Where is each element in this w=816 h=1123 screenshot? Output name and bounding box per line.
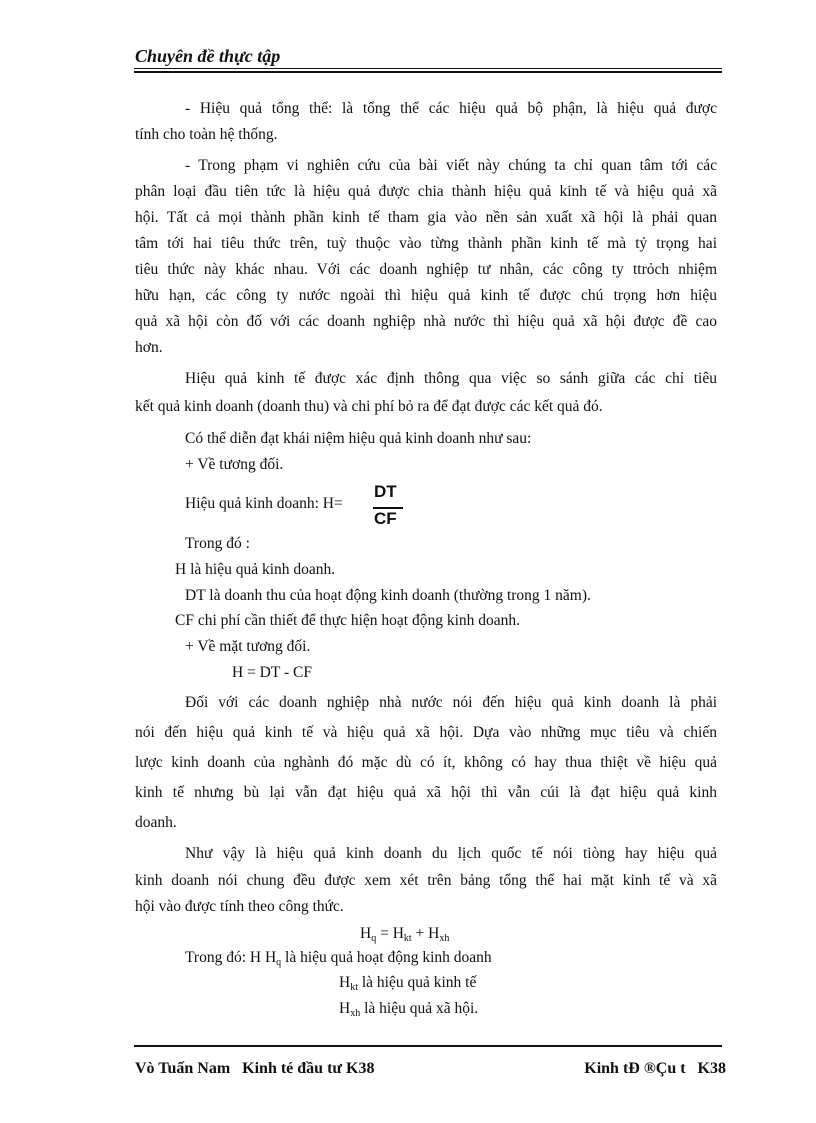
paragraph-line: CF chi phí cần thiết để thực hiện hoạt động kinh doanh.: [175, 612, 521, 629]
paragraph-line: tiêu thức này khác nhau. Với các doanh nghiệp tư nhân, các công ty ttrỏch nhiệm: [135, 261, 717, 278]
fraction-numerator: DT: [374, 482, 397, 501]
paragraph-line: DT là doanh thu của hoạt động kinh doanh (thường trong 1 năm).: [185, 587, 591, 604]
footer-author: Vò Tuấn Nam Kinh té đầu tư K38: [135, 1060, 375, 1077]
paragraph-line: hơn.: [135, 339, 163, 356]
footer-class: Kinh tĐ ®Çu t K38: [584, 1060, 726, 1077]
paragraph-line: kết quả kinh doanh (doanh thu) và chi phí bỏ ra để đạt được các kết quả đó.: [135, 398, 603, 415]
paragraph-line: tâm tới hai tiêu thức trên, tuỳ thuộc vào từng thành phần kinh tế mà tỷ trọng hai: [135, 235, 717, 252]
legend-line: Trong đó: H $H_q$ là hiệu quả hoạt động kinh doanh: [185, 949, 492, 968]
header-rule-thin: [134, 68, 722, 69]
paragraph-line: doanh.: [135, 814, 177, 831]
paragraph-line: phân loại đầu tiên tức là hiệu quả được chia thành hiệu quả kinh tế và hiệu quả xã: [135, 183, 717, 200]
paragraph-line: hội. Tất cả mọi thành phần kinh tế tham gia vào nền sản xuất xã hội là phải quan: [135, 209, 717, 226]
paragraph-line: quả xã hội còn đố với các doanh nghiệp nhà nước thì hiệu quả xã hội được đề cao: [135, 313, 717, 330]
paragraph-line: nói đến hiệu quả kinh tế và hiệu quả xã hội. Dựa vào những mục tiêu và chiến: [135, 724, 717, 741]
legend-line: $H_{kt}$ là hiệu quả kinh tế: [339, 974, 477, 993]
legend-line: $H_{xh}$ là hiệu quả xã hội.: [339, 1000, 479, 1019]
paragraph-line: Trong đó :: [185, 535, 250, 552]
paragraph-line: lược kinh doanh của nghành đó mặc dù có ít, không có hay thua thiệt về hiệu quả: [135, 754, 717, 771]
header-rule-thick: [134, 71, 722, 73]
paragraph-line: - Hiệu quả tổng thể: là tổng thể các hiệu quả bộ phận, là hiệu quả được: [185, 100, 717, 117]
paragraph-line: Đối với các doanh nghiệp nhà nước nói đến hiệu quả kinh doanh là phải: [185, 694, 717, 711]
paragraph-line: H là hiệu quả kinh doanh.: [175, 561, 336, 578]
paragraph-line: hữu hạn, các công ty nước ngoài thì hiệu quả kinh tế được chú trọng hơn hiệu: [135, 287, 717, 304]
paragraph-line: hội vào được tính theo công thức.: [135, 898, 344, 915]
paragraph-line: + Về mặt tương đối.: [185, 638, 311, 655]
paragraph-line: - Trong phạm vi nghiên cứu của bài viết này chúng ta chỉ quan tâm tới các: [185, 157, 717, 174]
paragraph-line: Có thể diễn đạt khái niệm hiệu quả kinh doanh như sau:: [185, 430, 532, 447]
paragraph-line: tính cho toàn hệ thống.: [135, 126, 278, 143]
page-header-title: Chuyên đề thực tập: [135, 46, 281, 66]
footer-rule: [134, 1045, 722, 1047]
efficiency-label: Hiệu quả kinh doanh: H=: [185, 495, 343, 512]
paragraph-line: Như vậy là hiệu quả kinh doanh du lịch quốc tế nói tiòng hay hiệu quả: [185, 845, 717, 862]
formula-sum: $H_q = H_{kt} + H_{xh}$: [360, 925, 450, 944]
paragraph-line: Hiệu quả kinh tế được xác định thông qua việc so sánh giữa các chỉ tiêu: [185, 370, 717, 387]
fraction-denominator: CF: [374, 509, 397, 528]
paragraph-line: kinh tế nhưng bù lại vẫn đạt hiệu quả xã hội thì vẫn cúi là đạt hiệu quả kinh: [135, 784, 717, 801]
paragraph-line: + Về tương đối.: [185, 456, 284, 473]
paragraph-line: kinh doanh nói chung đều được xem xét trên bảng tổng thể hai mặt kinh tế và xã: [135, 872, 717, 889]
formula-difference: H = DT - CF: [232, 664, 312, 681]
